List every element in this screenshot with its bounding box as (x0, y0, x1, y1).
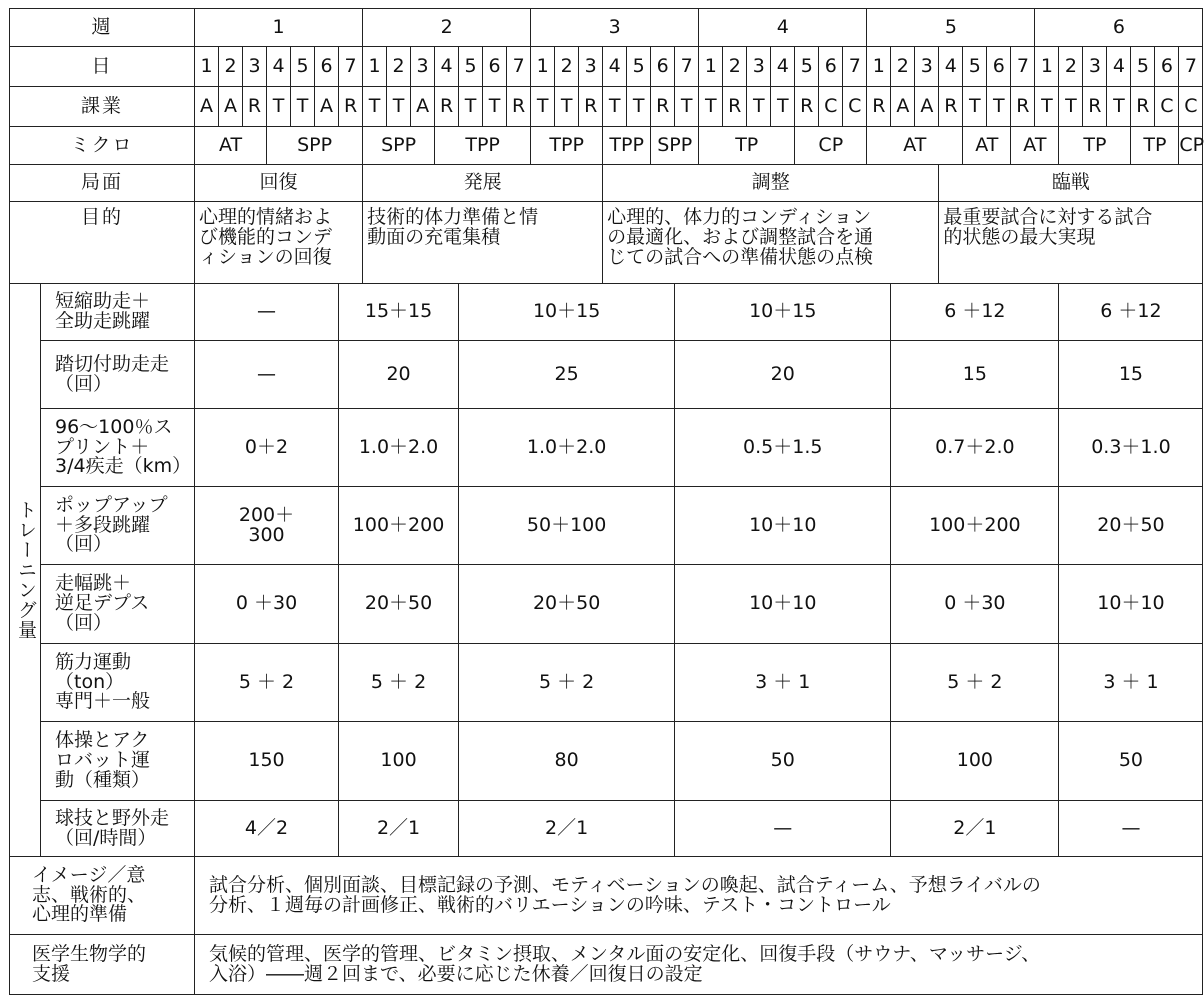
day-cell: 1 (195, 47, 219, 87)
task-cell: R (435, 87, 459, 127)
purpose-development (363, 202, 603, 284)
task-cell: T (987, 87, 1011, 127)
week-2: 2 (363, 9, 531, 47)
task-cell: T (1035, 87, 1059, 127)
training-value: 50＋100 (459, 487, 675, 565)
micro-cell: TPP (531, 127, 603, 165)
task-cell: A (195, 87, 219, 127)
text-line: 入浴）――週２回まで、必要に応じた休養／回復日の設定 (209, 962, 703, 985)
value-line: 300 (248, 523, 285, 546)
day-cell: 5 (1131, 47, 1155, 87)
week-5: 5 (867, 9, 1035, 47)
training-value: 50 (1059, 722, 1203, 801)
micro-cell: SPP (651, 127, 699, 165)
purpose-row (10, 202, 1203, 284)
training-item-label (41, 341, 195, 409)
micro-cell: TP (1059, 127, 1131, 165)
training-value: 0.5＋1.5 (675, 409, 891, 487)
purpose-line: び機能的コンデ (199, 225, 333, 248)
task-cell: C (1155, 87, 1179, 127)
training-value: 3 ＋ 1 (675, 644, 891, 722)
day-cell: 3 (243, 47, 267, 87)
task-cell: R (939, 87, 963, 127)
training-value: 150 (195, 722, 339, 801)
purpose-adjustment (603, 202, 939, 284)
label-line: 96〜100％ス (55, 415, 173, 438)
day-label: 日 (10, 47, 195, 87)
training-value: 3 ＋ 1 (1059, 644, 1203, 722)
task-cell: R (507, 87, 531, 127)
day-cell: 7 (339, 47, 363, 87)
day-cell: 1 (363, 47, 387, 87)
task-cell: T (555, 87, 579, 127)
training-value: 0.3＋1.0 (1059, 409, 1203, 487)
label-line: （ton） (55, 670, 125, 693)
training-row (10, 409, 1203, 487)
purpose-line: の最適化、および調整試合を通 (607, 225, 874, 248)
training-value: 0.7＋2.0 (891, 409, 1059, 487)
day-cell: 5 (627, 47, 651, 87)
day-cell: 6 (819, 47, 843, 87)
day-cell: 2 (1059, 47, 1083, 87)
day-cell: 1 (699, 47, 723, 87)
day-cell: 4 (771, 47, 795, 87)
training-value: 100 (891, 722, 1059, 801)
task-cell: R (339, 87, 363, 127)
day-cell: 3 (411, 47, 435, 87)
training-value: 10＋15 (675, 284, 891, 341)
task-cell: T (603, 87, 627, 127)
day-cell: 3 (579, 47, 603, 87)
task-cell: A (219, 87, 243, 127)
micro-cell: TP (699, 127, 795, 165)
text-line: 分析、１週毎の計画修正、戦術的バリエーションの吟味、テスト・コントロール (209, 893, 891, 916)
task-cell: R (723, 87, 747, 127)
task-cell: T (771, 87, 795, 127)
day-cell: 3 (915, 47, 939, 87)
training-value: 1.0＋2.0 (339, 409, 459, 487)
task-cell: R (1011, 87, 1035, 127)
training-value: 2／1 (459, 801, 675, 857)
training-value: 0 ＋30 (891, 565, 1059, 644)
training-plan-table (9, 8, 1203, 995)
text-line: 試合分析、個別面談、目標記録の予測、モティベーションの喚起、試合ティーム、予想ライバルの (209, 873, 1041, 896)
task-cell: A (315, 87, 339, 127)
day-cell: 1 (867, 47, 891, 87)
training-value: 20 (339, 341, 459, 409)
micro-cell: AT (867, 127, 963, 165)
micro-cell: AT (195, 127, 267, 165)
day-cell: 4 (603, 47, 627, 87)
label-line: （回） (55, 611, 113, 634)
task-cell: C (819, 87, 843, 127)
training-value (195, 487, 339, 565)
value-line: 200＋ (238, 503, 295, 526)
training-value: 15 (891, 341, 1059, 409)
week-1: 1 (195, 9, 363, 47)
phase-recovery: 回復 (195, 165, 363, 202)
micro-cell: TP (1131, 127, 1179, 165)
training-value: 80 (459, 722, 675, 801)
day-cell: 4 (1107, 47, 1131, 87)
day-cell: 4 (939, 47, 963, 87)
task-cell: R (243, 87, 267, 127)
task-cell: R (1083, 87, 1107, 127)
day-row (10, 47, 1203, 87)
label-line: プリント＋ (55, 435, 150, 458)
training-row (10, 487, 1203, 565)
task-cell: T (291, 87, 315, 127)
day-cell: 7 (843, 47, 867, 87)
task-cell: T (963, 87, 987, 127)
day-cell: 2 (891, 47, 915, 87)
day-cell: 7 (675, 47, 699, 87)
training-value: 20＋50 (459, 565, 675, 644)
task-cell: T (387, 87, 411, 127)
label-line: 踏切付助走走 (55, 352, 170, 375)
task-cell: T (1059, 87, 1083, 127)
micro-cell: CP (795, 127, 867, 165)
training-row (10, 722, 1203, 801)
phase-adjustment: 調整 (603, 165, 939, 202)
training-value: 6 ＋12 (891, 284, 1059, 341)
training-value: — (195, 284, 339, 341)
training-value: 10＋10 (675, 565, 891, 644)
label-line: 支援 (32, 962, 71, 985)
task-cell: T (627, 87, 651, 127)
purpose-line: じての試合への準備状態の点検 (607, 245, 874, 268)
training-value: 100＋200 (339, 487, 459, 565)
training-value: 10＋15 (459, 284, 675, 341)
task-cell: T (699, 87, 723, 127)
task-cell: R (1131, 87, 1155, 127)
task-cell: R (867, 87, 891, 127)
training-row (10, 284, 1203, 341)
week-6: 6 (1035, 9, 1203, 47)
label-line: 医学生物学的 (32, 942, 147, 965)
day-cell: 2 (219, 47, 243, 87)
task-cell: A (891, 87, 915, 127)
label-line: ポップアップ (55, 493, 168, 516)
training-plan-table-container (9, 8, 1204, 992)
task-cell: T (675, 87, 699, 127)
training-value: — (675, 801, 891, 857)
purpose-competition (939, 202, 1203, 284)
bottom-text (195, 935, 1203, 995)
label-line: 志、戦術的、 (32, 883, 147, 906)
label-line: 走幅跳＋ (55, 572, 132, 595)
training-row (10, 565, 1203, 644)
purpose-recovery (195, 202, 363, 284)
day-cell: 4 (267, 47, 291, 87)
training-item-label (41, 644, 195, 722)
task-cell: T (363, 87, 387, 127)
training-value: 15＋15 (339, 284, 459, 341)
task-cell: T (459, 87, 483, 127)
training-value: 10＋10 (675, 487, 891, 565)
day-cell: 2 (387, 47, 411, 87)
label-line: 短縮助走＋ (55, 290, 151, 313)
day-cell: 7 (1011, 47, 1035, 87)
label-line: （回/時間） (55, 826, 157, 849)
micro-cell: CP (1179, 127, 1203, 165)
day-cell: 6 (987, 47, 1011, 87)
micro-cell: TPP (603, 127, 651, 165)
training-value: 5 ＋ 2 (339, 644, 459, 722)
micro-row (10, 127, 1203, 165)
task-cell: T (747, 87, 771, 127)
day-cell: 6 (483, 47, 507, 87)
purpose-line: 技術的体力準備と情 (367, 206, 539, 228)
task-row (10, 87, 1203, 127)
label-line: 心理的準備 (32, 903, 128, 926)
training-value: 2／1 (339, 801, 459, 857)
label-line: 筋力運動 (55, 650, 132, 673)
task-cell: C (1179, 87, 1203, 127)
week-label: 週 (10, 9, 195, 47)
label-line: 専門＋一般 (55, 690, 151, 713)
phase-row (10, 165, 1203, 202)
training-row (10, 644, 1203, 722)
training-value: 5 ＋ 2 (195, 644, 339, 722)
day-cell: 6 (651, 47, 675, 87)
purpose-line: 的状態の最大実現 (943, 225, 1096, 248)
bottom-label (10, 857, 195, 935)
label-line: 逆足デプス (55, 592, 150, 615)
training-row (10, 801, 1203, 857)
training-value: 100 (339, 722, 459, 801)
task-cell: R (795, 87, 819, 127)
phase-competition: 臨戦 (939, 165, 1203, 202)
day-cell: 6 (1155, 47, 1179, 87)
micro-cell: SPP (267, 127, 363, 165)
training-item-label (41, 487, 195, 565)
day-cell: 1 (531, 47, 555, 87)
day-cell: 4 (435, 47, 459, 87)
week-3: 3 (531, 9, 699, 47)
training-value: 20＋50 (1059, 487, 1203, 565)
label-line: イメージ／意 (32, 863, 146, 886)
task-label: 課業 (10, 87, 195, 127)
micro-cell: AT (1011, 127, 1059, 165)
training-value: 15 (1059, 341, 1203, 409)
day-cell: 5 (795, 47, 819, 87)
task-cell: C (843, 87, 867, 127)
mental-preparation-row (10, 857, 1203, 935)
purpose-line: 心理的、体力的コンディション (607, 206, 872, 228)
day-cell: 7 (507, 47, 531, 87)
day-cell: 5 (459, 47, 483, 87)
purpose-line: 最重要試合に対する試合 (943, 206, 1153, 228)
training-value: 10＋10 (1059, 565, 1203, 644)
day-cell: 6 (315, 47, 339, 87)
purpose-label: 目的 (10, 202, 195, 284)
training-item-label (41, 801, 195, 857)
label-line: 体操とアク (55, 729, 150, 752)
label-line: 3/4疾走（km） (55, 455, 192, 478)
micro-cell: SPP (363, 127, 435, 165)
day-cell: 2 (555, 47, 579, 87)
training-value: — (195, 341, 339, 409)
training-item-label (41, 722, 195, 801)
training-value: 100＋200 (891, 487, 1059, 565)
training-row (10, 341, 1203, 409)
week-4: 4 (699, 9, 867, 47)
label-line: ＋多段跳躍 (55, 513, 151, 536)
training-value: 5 ＋ 2 (891, 644, 1059, 722)
training-value: 20 (675, 341, 891, 409)
training-item-label (41, 284, 195, 341)
task-cell: T (483, 87, 507, 127)
training-item-label (41, 409, 195, 487)
micro-label: ミクロ (10, 127, 195, 165)
medical-support-row (10, 935, 1203, 995)
task-cell: T (267, 87, 291, 127)
training-value: 0＋2 (195, 409, 339, 487)
training-value: 1.0＋2.0 (459, 409, 675, 487)
task-cell: R (651, 87, 675, 127)
purpose-line: 心理的情緒およ (199, 206, 333, 228)
training-value: 6 ＋12 (1059, 284, 1203, 341)
task-cell: R (579, 87, 603, 127)
micro-cell: TPP (435, 127, 531, 165)
task-cell: T (531, 87, 555, 127)
week-row (10, 9, 1203, 47)
training-value: 0 ＋30 (195, 565, 339, 644)
training-value: 5 ＋ 2 (459, 644, 675, 722)
day-cell: 3 (747, 47, 771, 87)
label-line: 全助走跳躍 (55, 310, 151, 332)
day-cell: 7 (1179, 47, 1203, 87)
training-value: 25 (459, 341, 675, 409)
training-value: — (1059, 801, 1203, 857)
training-value: 20＋50 (339, 565, 459, 644)
training-item-label (41, 565, 195, 644)
day-cell: 5 (291, 47, 315, 87)
text-line: 気候的管理、医学的管理、ビタミン摂取、メンタル面の安定化、回復手段（サウナ、マッサージ、 (209, 942, 1041, 965)
training-value: 2／1 (891, 801, 1059, 857)
micro-cell: AT (963, 127, 1011, 165)
phase-label: 局面 (10, 165, 195, 202)
task-cell: T (1107, 87, 1131, 127)
purpose-line: 動面の充電集積 (367, 225, 501, 248)
training-volume-label: トレーニング量 (10, 284, 41, 857)
bottom-label (10, 935, 195, 995)
label-line: 動（種類） (55, 768, 151, 791)
day-cell: 1 (1035, 47, 1059, 87)
purpose-line: ィションの回復 (199, 245, 332, 268)
phase-development: 発展 (363, 165, 603, 202)
task-cell: A (915, 87, 939, 127)
task-cell: A (411, 87, 435, 127)
label-line: 球技と野外走 (55, 806, 170, 829)
day-cell: 2 (723, 47, 747, 87)
day-cell: 5 (963, 47, 987, 87)
label-line: （回） (55, 372, 113, 395)
training-value: 50 (675, 722, 891, 801)
label-line: ロバット運 (55, 749, 151, 772)
day-cell: 3 (1083, 47, 1107, 87)
label-line: （回） (55, 533, 113, 556)
training-value: 4／2 (195, 801, 339, 857)
bottom-text (195, 857, 1203, 935)
